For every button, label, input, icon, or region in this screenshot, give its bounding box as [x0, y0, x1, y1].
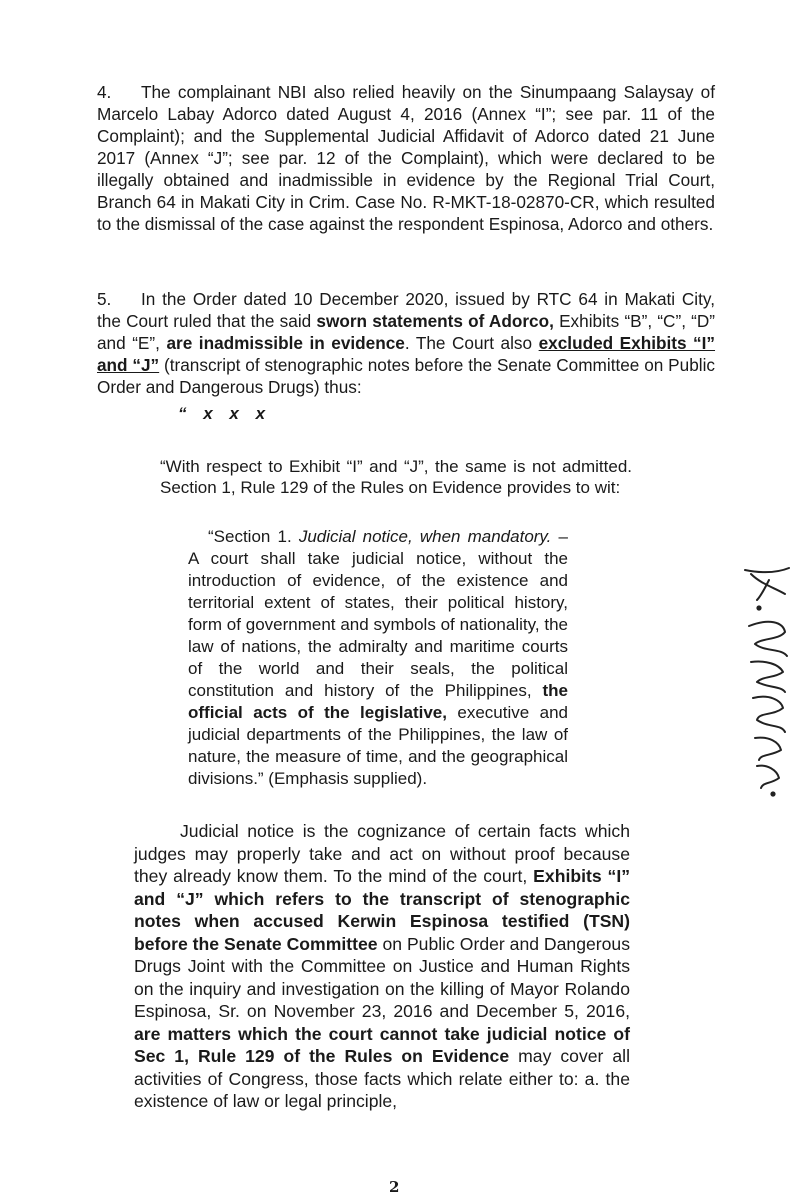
paragraph-4-text: The complainant NBI also relied heavily on the Sinumpaang Salaysay of Marcelo Labay Adorco dated August 4, 2016 (Annex “I”; see par. 11 of the Complaint); and the Supplemental Judicial Affidavit of Adorco dated 21 June 2017 (Annex “J”; see par. 12 of the Complaint), which were declared to be illegally obtained and inadmissible in evidence by the Regional Trial Court, Branch 64 in Makati City in Crim. Case No. R-MKT-18-02870-CR, which resulted to the dismissal of the case against the respondent Espinosa, Adorco and others.: [97, 82, 715, 234]
paragraph-5-number: 5.: [97, 289, 112, 309]
paragraph-5-underlined-emphasis: excluded Exhibits “I” and “J”: [97, 333, 716, 375]
paragraph-5-emphasis: are inadmissible in evidence: [166, 333, 405, 353]
quote-intro: “With respect to Exhibit “I” and “J”, the same is not admitted. Section 1, Rule 129 of the Rules on Evidence provides to wit:: [160, 457, 632, 497]
paragraph-5-emphasis: sworn statements of Adorco,: [316, 311, 554, 331]
paragraph-5-text: (transcript of stenographic notes before the Senate Committee on Public Order and Dangerous Drugs) thus:: [97, 355, 715, 397]
paragraph-5-text: Exhibits “B”, “C”, “D” and “E”,: [97, 311, 716, 353]
paragraph-5-text: . The Court also: [404, 333, 533, 353]
judicial-notice-text: on Public Order and Dangerous Drugs Joint with the Committee on Justice and Human Rights on the inquiry and investigation on the killing of Mayor Rolando Espinosa, Sr. on November 23, 2016 and December 5, 2016,: [134, 933, 631, 1021]
paragraph-5-text: In the Order dated 10 December 2020, issued by RTC 64 in Makati City, the Court ruled that the said: [97, 289, 715, 331]
handwritten-signature: [735, 560, 799, 800]
rule-quote-emphasis: the official acts of the legislative,: [188, 681, 568, 722]
judicial-notice-text: Judicial notice is the cognizance of certain facts which judges may properly take and act on without proof because they already know them. To the mind of the court,: [134, 821, 630, 886]
rule-quote-opening: “Section 1.: [208, 527, 292, 546]
rule-quote-text: – A court shall take judicial notice, without the introduction of evidence, of the existence and territorial extent of states, their political history, form of government and symbols of nationality, the law of nations, the admiralty and maritime courts of the world and their seals, the political constitution and history of the Philippines,: [188, 527, 569, 700]
quote-marker: “ x x x: [178, 404, 272, 423]
paragraph-4: [97, 81, 715, 235]
judicial-notice-text: may cover all activities of Congress, those facts which relate either to: a. the existence of law or legal principle,: [134, 1046, 631, 1111]
paragraph-5: [97, 288, 715, 398]
rule-quote: [188, 526, 568, 790]
rule-quote-text: executive and judicial departments of the Philippines, the law of nature, the measure of time, and the geographical divisions.” (Emphasis supplied).: [188, 703, 568, 788]
page-number: 2: [389, 1178, 400, 1196]
judicial-notice-paragraph: [134, 820, 630, 1113]
rule-quote-title: Judicial notice, when mandatory.: [298, 527, 552, 546]
judicial-notice-emphasis: Exhibits “I” and “J” which refers to the transcript of stenographic notes when accused Kerwin Espinosa testified (TSN) before the Senate Committee: [134, 866, 631, 954]
paragraph-4-number: 4.: [97, 82, 112, 102]
judicial-notice-emphasis: are matters which the court cannot take judicial notice of Sec 1, Rule 129 of the Rules on Evidence: [134, 1023, 630, 1066]
